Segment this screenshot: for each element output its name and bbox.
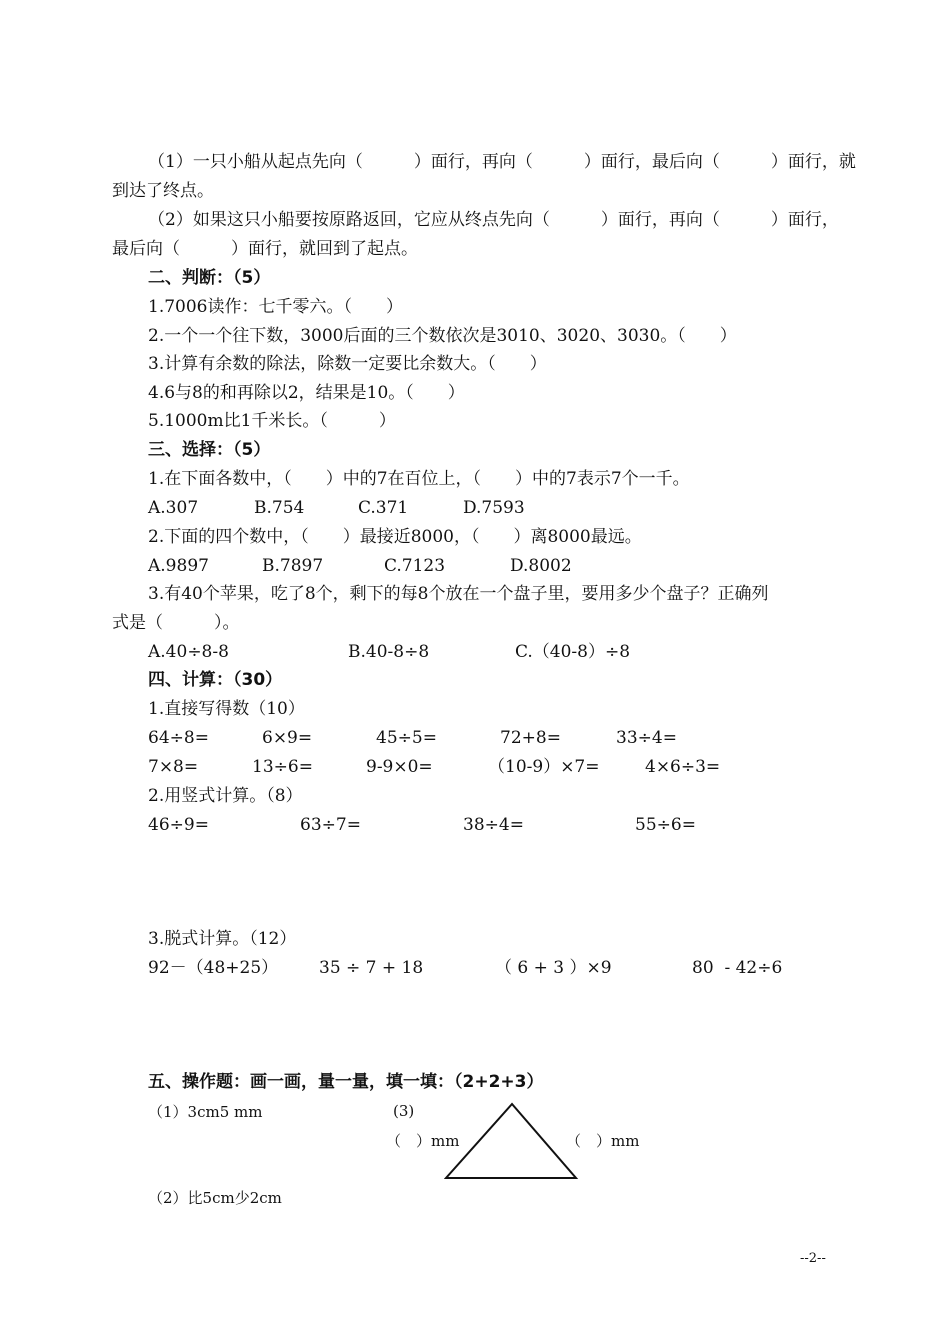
section-5-title: 五、操作题：画一画，量一量，填一填：（2+2+3）	[148, 1072, 544, 1092]
judge-item-5: 5.1000m比1千米长。（ ）	[148, 411, 396, 431]
vertical-calc-item: 46÷9=	[148, 815, 209, 835]
calc-item: 45÷5=	[376, 728, 437, 748]
op-item-2: （2）比5cm少2cm	[148, 1189, 282, 1207]
choice-q2: 2.下面的四个数中，（ ）最接近8000，（ ）离8000最远。	[148, 527, 642, 547]
section-2-title: 二、判断：（5）	[148, 268, 271, 288]
step-calc-item: （ 6 + 3 ）×9	[495, 958, 612, 978]
calc-sub-1: 1.直接写得数（10）	[148, 699, 305, 719]
choice-q1-opt-d: D.7593	[463, 498, 525, 518]
calc-sub-3: 3.脱式计算。（12）	[148, 929, 297, 949]
choice-q2-opt-d: D.8002	[510, 556, 572, 576]
triangle-left-blank: （ ）mm	[386, 1132, 460, 1150]
q1-line-4: 最后向（ ）面行，就回到了起点。	[112, 239, 418, 259]
choice-q3-line-2: 式是（ ）。	[112, 613, 240, 633]
judge-item-3: 3.计算有余数的除法，除数一定要比余数大。（ ）	[148, 354, 547, 374]
choice-q1-opt-a: A.307	[148, 498, 199, 518]
vertical-calc-item: 55÷6=	[635, 815, 696, 835]
judge-item-1: 1.7006读作：七千零六。（ ）	[148, 297, 403, 317]
page-number: --2--	[800, 1251, 826, 1266]
choice-q1: 1.在下面各数中，（ ）中的7在百位上，（ ）中的7表示7个一千。	[148, 469, 690, 489]
calc-item: 9-9×0=	[366, 757, 433, 777]
calc-item: 7×8=	[148, 757, 199, 777]
choice-q1-opt-b: B.754	[254, 498, 305, 518]
section-4-title: 四、计算：（30）	[148, 670, 283, 690]
calc-sub-2: 2.用竖式计算。（8）	[148, 786, 303, 806]
choice-q3-opt-c: C.（40-8）÷8	[515, 642, 631, 662]
choice-q1-opt-c: C.371	[358, 498, 409, 518]
calc-item: 64÷8=	[148, 728, 209, 748]
choice-q2-opt-b: B.7897	[262, 556, 324, 576]
op-item-1: （1）3cm5 mm	[148, 1103, 263, 1121]
step-calc-item: 35 ÷ 7 + 18	[319, 958, 424, 978]
calc-item: 13÷6=	[252, 757, 313, 777]
choice-q2-opt-c: C.7123	[384, 556, 446, 576]
triangle-figure	[444, 1100, 580, 1182]
op-item-3-label: (3)	[393, 1102, 415, 1120]
q1-line-2: 到达了终点。	[112, 181, 214, 201]
section-3-title: 三、选择：（5）	[148, 440, 271, 460]
calc-item: 33÷4=	[616, 728, 677, 748]
q1-line-1: （1）一只小船从起点先向（ ）面行，再向（ ）面行，最后向（ ）面行，就	[148, 152, 856, 172]
vertical-calc-item: 38÷4=	[463, 815, 524, 835]
calc-item: 6×9=	[262, 728, 313, 748]
calc-item: （10-9）×7=	[488, 757, 600, 777]
triangle-right-blank: （ ）mm	[566, 1132, 640, 1150]
judge-item-4: 4.6与8的和再除以2，结果是10。（ ）	[148, 383, 465, 403]
choice-q2-opt-a: A.9897	[148, 556, 209, 576]
vertical-calc-item: 63÷7=	[300, 815, 361, 835]
step-calc-item: 80 - 42÷6	[692, 958, 783, 978]
step-calc-item: 92－（48+25）	[148, 958, 279, 978]
choice-q3-opt-a: A.40÷8-8	[148, 642, 229, 662]
choice-q3-opt-b: B.40-8÷8	[348, 642, 430, 662]
judge-item-2: 2.一个一个往下数，3000后面的三个数依次是3010、3020、3030。（ ）	[148, 326, 737, 346]
calc-item: 72+8=	[500, 728, 561, 748]
q1-line-3: （2）如果这只小船要按原路返回，它应从终点先向（ ）面行，再向（ ）面行，	[148, 210, 839, 230]
choice-q3-line-1: 3.有40个苹果，吃了8个，剩下的每8个放在一个盘子里，要用多少个盘子？正确列	[148, 584, 769, 604]
calc-item: 4×6÷3=	[645, 757, 721, 777]
